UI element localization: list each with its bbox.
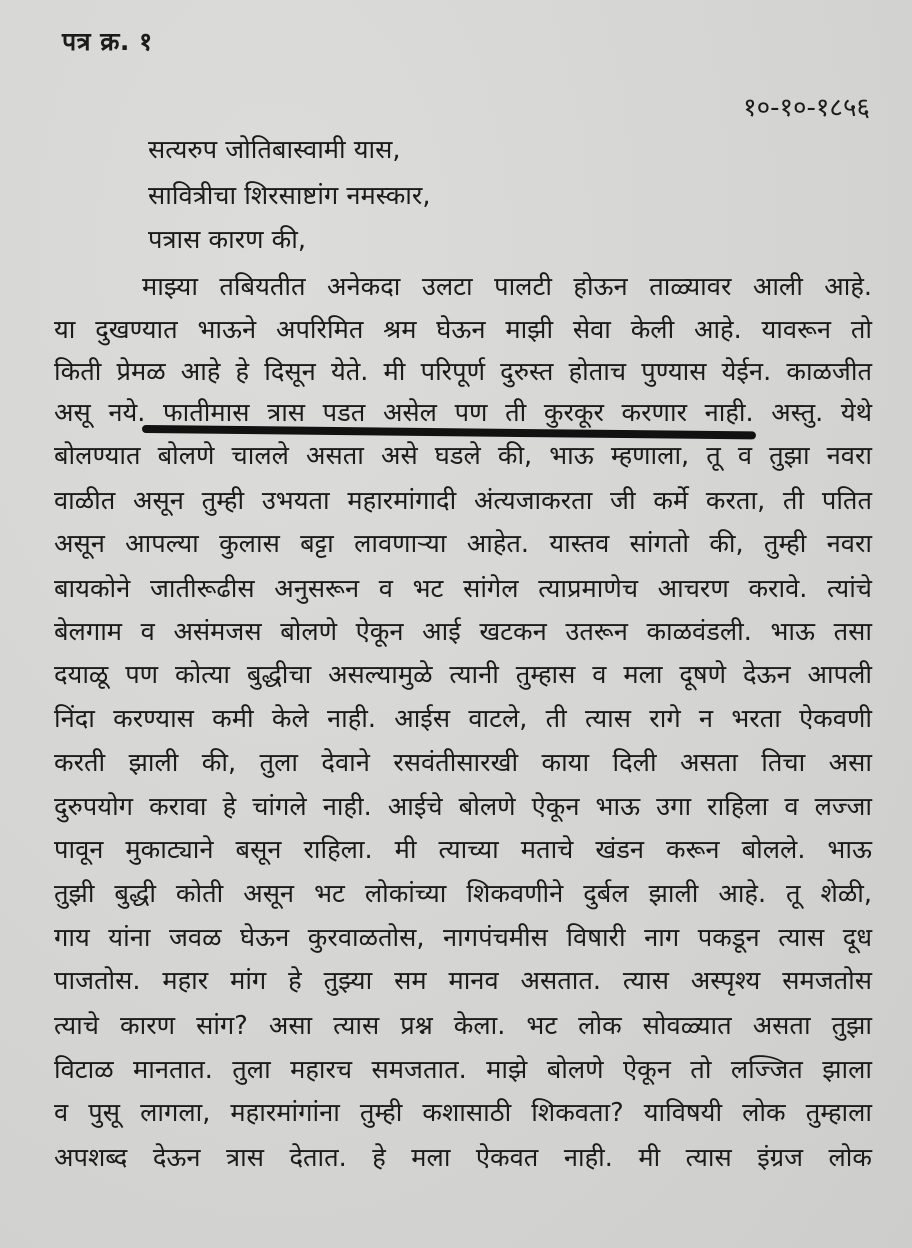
body-line: विटाळ मानतात. तुला महारच समजतात. माझे बोलणे ऐकून तो लज्जित झाला	[54, 1055, 872, 1085]
body-line: किती प्रेमळ आहे हे दिसून येते. मी परिपूर्ण दुरुस्त होताच पुण्यास येईन. काळजीत	[54, 357, 872, 387]
body-line: गाय यांना जवळ घेऊन कुरवाळतोस, नागपंचमीस विषारी नाग पकडून त्यास दूध	[54, 923, 872, 953]
body-line: बेलगाम व असंमजस बोलणे ऐकून आई खटकन उतरून काळवंडली. भाऊ तसा	[54, 617, 872, 647]
letter-date: १०-१०-१८५६	[743, 93, 870, 123]
body-line: दुरुपयोग करावा हे चांगले नाही. आईचे बोलणे ऐकून भाऊ उगा राहिला व लज्जा	[54, 792, 872, 822]
body-line: त्याचे कारण सांग? असा त्यास प्रश्न केला. भट लोक सोवळ्यात असता तुझा	[54, 1011, 872, 1041]
body-line: पावून मुकाट्याने बसून राहिला. मी त्याच्या मताचे खंडन करून बोलले. भाऊ	[54, 835, 872, 865]
salutation-line: सत्यरुप जोतिबास्वामी यास,	[148, 135, 401, 165]
body-line: बोलण्यात बोलणे चालले असता असे घडले की, भाऊ म्हणाला, तू व तुझा नवरा	[54, 441, 872, 471]
body-line: करती झाली की, तुला देवाने रसवंतीसारखी काया दिली असता तिचा असा	[54, 748, 872, 778]
body-line: तुझी बुद्धी कोती असून भट लोकांच्या शिकवणीने दुर्बल झाली आहे. तू शेळी,	[54, 879, 872, 909]
body-line: बायकोने जातीरूढीस अनुसरून व भट सांगेल त्याप्रमाणेच आचरण करावे. त्यांचे	[54, 574, 872, 604]
body-line: व पुसू लागला, महारमांगांना तुम्ही कशासाठी शिकवता? याविषयी लोक तुम्हाला	[54, 1098, 872, 1128]
body-line: अपशब्द देऊन त्रास देतात. हे मला ऐकवत नाही. मी त्यास इंग्रज लोक	[54, 1143, 872, 1173]
salutation-line: सावित्रीचा शिरसाष्टांग नमस्कार,	[148, 181, 431, 211]
salutation-line: पत्रास कारण की,	[148, 225, 306, 255]
body-line: पाजतोस. महार मांग हे तुझ्या सम मानव असतात. त्यास अस्पृश्य समजतोस	[54, 966, 872, 996]
body-line: असून आपल्या कुलास बट्टा लावणाऱ्या आहेत. यास्तव सांगतो की, तुम्ही नवरा	[54, 529, 872, 559]
body-line: माझ्या तबियतीत अनेकदा उलटा पालटी होऊन ताळ्यावर आली आहे.	[142, 272, 872, 302]
body-line: दयाळू पण कोत्या बुद्धीचा असल्यामुळे त्यानी तुम्हास व मला दूषणे देऊन आपली	[54, 660, 872, 690]
letter-number: पत्र क्र. १	[62, 27, 153, 56]
body-line: असू नये. फातीमास त्रास पडत असेल पण ती कुरकूर करणार नाही. अस्तु. येथे	[54, 398, 872, 428]
body-line: वाळीत असून तुम्ही उभयता महारमांगादी अंत्यजाकरता जी कर्मे करता, ती पतित	[54, 486, 872, 516]
body-line: या दुखण्यात भाऊने अपरिमित श्रम घेऊन माझी सेवा केली आहे. यावरून तो	[54, 315, 872, 345]
body-line: निंदा करण्यास कमी केले नाही. आईस वाटले, ती त्यास रागे न भरता ऐकवणी	[54, 704, 872, 734]
